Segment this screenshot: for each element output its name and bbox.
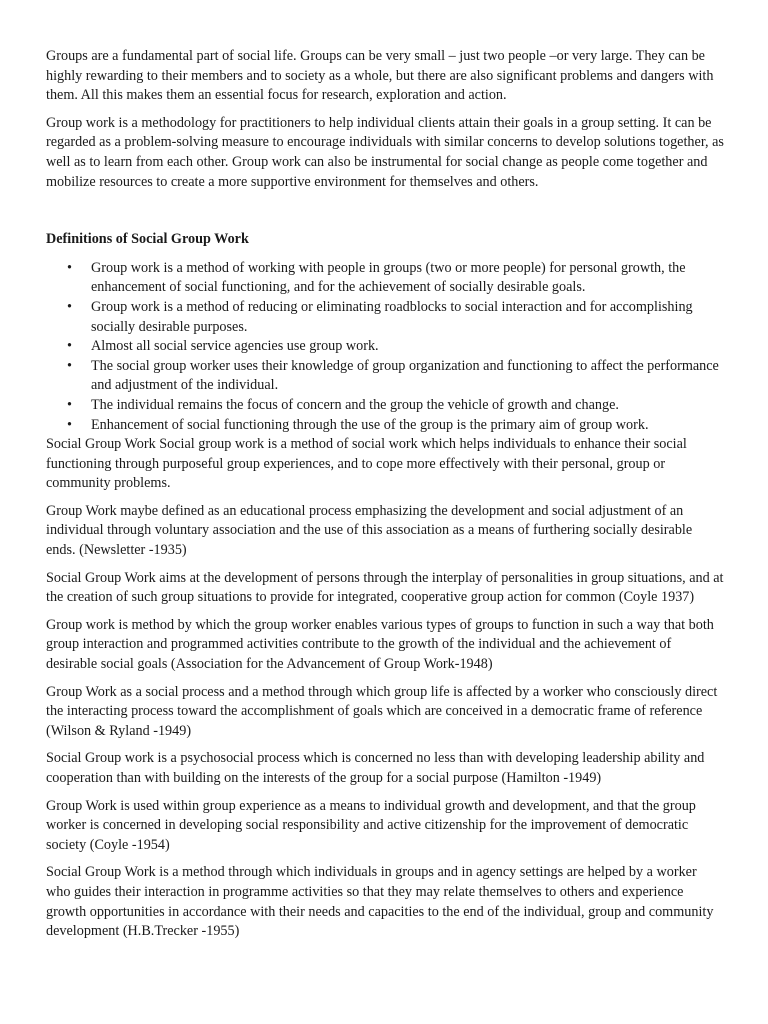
bullet-icon: • — [67, 298, 72, 315]
bullet-text: Almost all social service agencies use group work. — [91, 338, 379, 355]
bullet-item — [46, 298, 724, 337]
intro-paragraph: Groups are a fundamental part of social life. Groups can be very small – just two people –or very large. They can be highly rewarding to their members and to society as a whole, but there are also significant problems and dangers with them. All this makes them an essential focus for research, exploration and action. — [46, 48, 714, 104]
bullet-icon: • — [67, 357, 72, 374]
bullet-item — [46, 416, 724, 436]
bullet-item — [46, 259, 724, 298]
bullet-icon: • — [67, 396, 72, 413]
intro-paragraph: Group work is a methodology for practitioners to help individual clients attain their goals in a group setting. It can be regarded as a problem-solving measure to encourage individuals with similar concerns to develop solutions together, as well as to learn from each other. Group work can also be instrumental for social change as people come together and mobilize resources to create a more supportive environment for themselves and others. — [46, 114, 724, 190]
bullet-item — [46, 357, 724, 396]
bullet-text: The social group worker uses their knowledge of group organization and functioning to affect the performance and adjustment of the individual. — [91, 357, 719, 394]
bullet-icon: • — [67, 338, 72, 355]
definitions-bullet-list — [46, 259, 724, 435]
bullet-text: Group work is a method of working with people in groups (two or more people) for personal growth, the enhancement of social functioning, and for the achievement of socially desirable goals. — [91, 259, 686, 296]
definition-paragraph: Social Group work is a psychosocial process which is concerned no less than with developing leadership ability and cooperation than with building on the interests of the group for a social purpose (Hamilton -1949) — [46, 750, 705, 786]
bullet-text: Group work is a method of reducing or eliminating roadblocks to social interaction and for accomplishing socially desirable purposes. — [91, 298, 693, 335]
bullet-text: Enhancement of social functioning through the use of the group is the primary aim of group work. — [91, 416, 649, 433]
definition-paragraph: Group Work is used within group experience as a means to individual growth and development, and that the group worker is concerned in developing social responsibility and active citizenship for the improvement of democratic society (Coyle -1954) — [46, 797, 696, 853]
bullet-item — [46, 396, 724, 416]
bullet-icon: • — [67, 416, 72, 433]
definition-paragraph: Group work is method by which the group worker enables various types of groups to function in such a way that both group interaction and programmed activities contribute to the growth of the individual and the achievement of desirable social goals (Association for the Advancement of Group Work-1948) — [46, 616, 714, 673]
body-paragraph: Social Group Work Social group work is a method of social work which helps individuals to enhance their social functioning through purposeful group experiences, and to cope more effectively with their personal, group or community problems. — [46, 436, 687, 492]
section-heading: Definitions of Social Group Work — [46, 231, 249, 248]
definition-paragraph: Group Work as a social process and a method through which group life is affected by a worker who consciously direct the interacting process toward the accomplishment of goals which are conceived in a democratic frame of reference (Wilson & Ryland -1949) — [46, 683, 718, 739]
bullet-text: The individual remains the focus of concern and the group the vehicle of growth and change. — [91, 396, 619, 413]
bullet-icon: • — [67, 259, 72, 276]
definition-paragraph: Social Group Work aims at the development of persons through the interplay of personalities in group situations, and at the creation of such group situations to provide for integrated, cooperative group action for common (Coyle 1937) — [46, 569, 724, 606]
bullet-item — [46, 337, 724, 357]
definition-paragraph: Social Group Work is a method through which individuals in groups and in agency settings are helped by a worker who guides their interaction in programme activities so that they may relate themselves to others and experience growth opportunities in accordance with their needs and capacities to the end of the individual, group and community development (H.B.Trecker -1955) — [46, 864, 714, 940]
definition-paragraph: Group Work maybe defined as an educational process emphasizing the development and social adjustment of an individual through voluntary association and the use of this association as a means of furthering socially desirable ends. (Newsletter -1935) — [46, 502, 693, 559]
